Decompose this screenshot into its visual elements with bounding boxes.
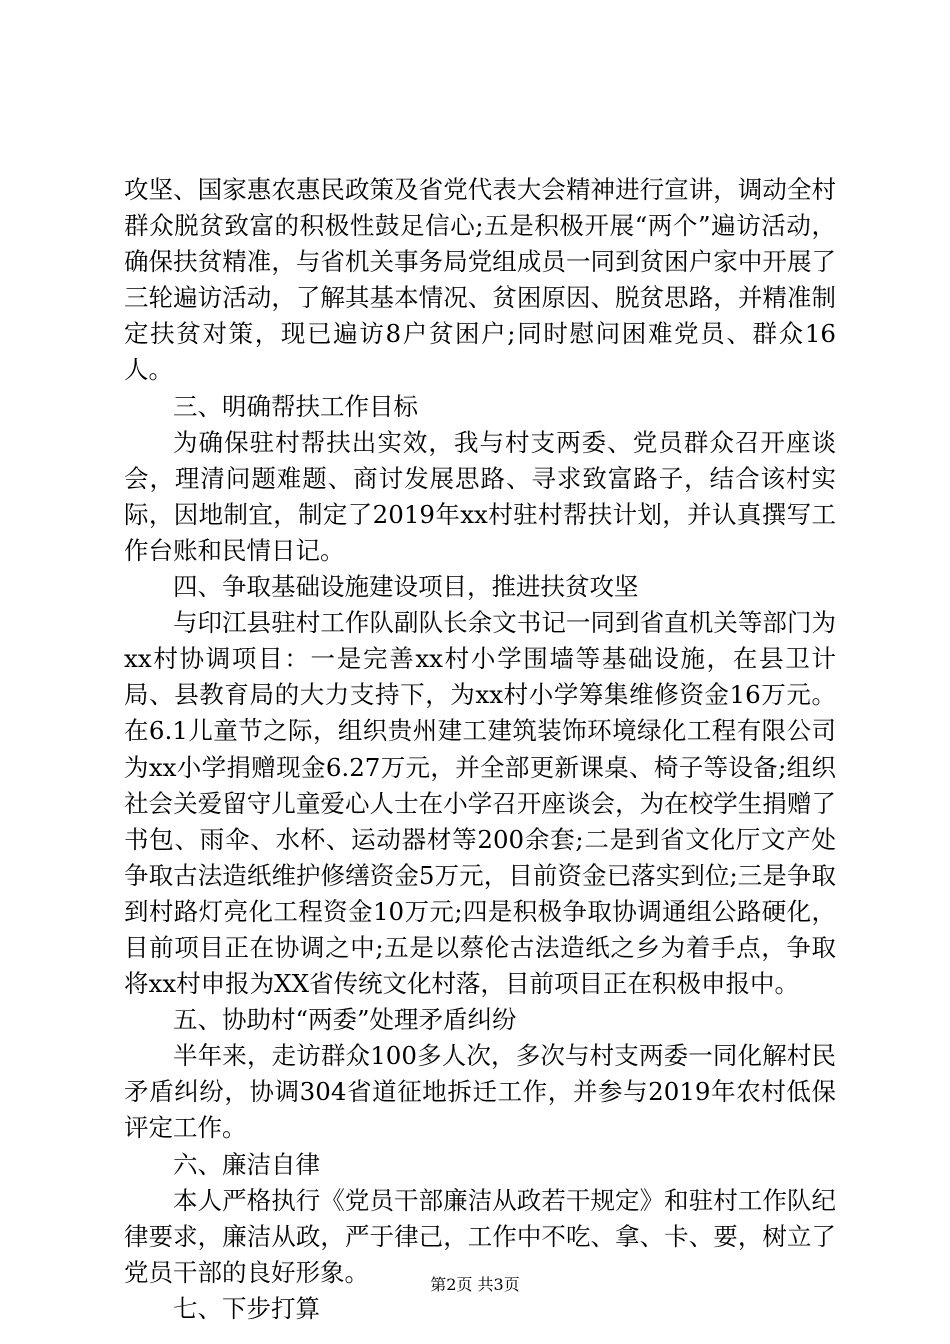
paragraph-section-4: 与印江县驻村工作队副队长余文书记一同到省直机关等部门为xx村协调项目：一是完善xx村小学围墙等基础设施，在县卫计局、县教育局的大力支持下，为xx村小学筹集维修资金16万元。在6.1儿童节之际，组织贵州建工建筑装饰环境绿化工程有限公司为xx小学捐赠现金6.27万元，并全部更新课桌、椅子等设备;组织社会关爱留守儿童爱心人士在小学召开座谈会，为在校学生捐赠了书包、雨伞、水杯、运动器材等200余套;二是到省文化厅文产处争取古法造纸维护修缮资金5万元，目前资金已落实到位;三是争取到村路灯亮化工程资金10万元;四是积极争取协调通组公路硬化，目前项目正在协调之中;五是以蔡伦古法造纸之乡为着手点，争取将xx村申报为XX省传统文化村落，目前项目正在积极申报中。 [124, 608, 836, 999]
paragraph-section-5: 半年来，走访群众100多人次，多次与村支两委一同化解村民矛盾纠纷，协调304省道征地拆迁工作，并参与2019年农村低保评定工作。 [124, 1041, 836, 1143]
section-heading-3: 三、明确帮扶工作目标 [173, 391, 418, 421]
section-heading-6: 六、廉洁自律 [173, 1149, 320, 1179]
paragraph-section-6: 本人严格执行《党员干部廉洁从政若干规定》和驻村工作队纪律要求，廉洁从政，严于律己，工作中不吃、拿、卡、要，树立了党员干部的良好形象。 [124, 1185, 836, 1287]
section-heading-5: 五、协助村“两委”处理矛盾纠纷 [173, 1005, 517, 1035]
paragraph-section-3: 为确保驻村帮扶出实效，我与村支两委、党员群众召开座谈会，理清问题难题、商讨发展思路、寻求致富路子，结合该村实际，因地制宜，制定了2019年xx村驻村帮扶计划，并认真撰写工作台账和民情日记。 [124, 427, 836, 565]
document-body [124, 172, 836, 1327]
page-number-footer: 第2页 共3页 [430, 1275, 520, 1294]
section-heading-7: 七、下步打算 [173, 1293, 320, 1323]
paragraph-continuation: 攻坚、国家惠农惠民政策及省党代表大会精神进行宣讲，调动全村群众脱贫致富的积极性鼓足信心;五是积极开展“两个”遍访活动，确保扶贫精准，与省机关事务局党组成员一同到贫困户家中开展了三轮遍访活动，了解其基本情况、贫困原因、脱贫思路，并精准制定扶贫对策，现已遍访8户贫困户;同时慰问困难党员、群众16人。 [124, 175, 836, 385]
section-heading-4: 四、争取基础设施建设项目，推进扶贫攻坚 [173, 572, 639, 602]
